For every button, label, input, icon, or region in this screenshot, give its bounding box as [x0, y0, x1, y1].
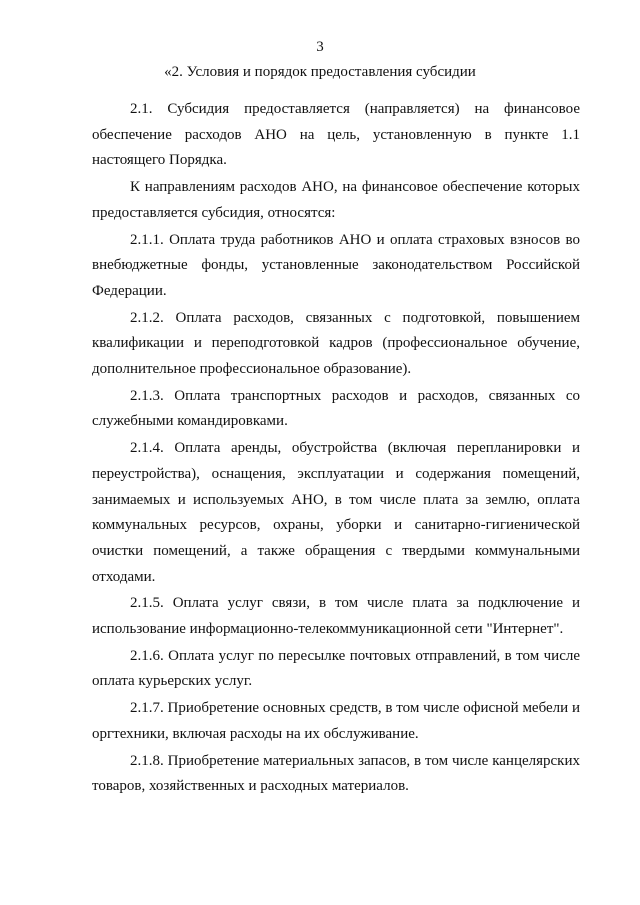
paragraph-2-1-6: 2.1.6. Оплата услуг по пересылке почтовых отправлений, в том числе оплата курьерских услуг. — [92, 647, 580, 690]
paragraph-expense-directions: К направлениям расходов АНО, на финансовое обеспечение которых предоставляется субсидия, относятся: — [92, 179, 580, 221]
paragraph-2-1-1: 2.1.1. Оплата труда работников АНО и оплата страховых взносов во внебюджетные фонды, установленные законодательством Российской Федерации. — [92, 231, 580, 299]
paragraph-2-1-4: 2.1.4. Оплата аренды, обустройства (включая перепланировки и переустройства), оснащения, эксплуатации и содержания помещений, занимаемых и используемых АНО, в том числе плата за землю, оплата коммунальных ресурсов, охраны, уборки и санитарно-гигиенической очистки помещений, а также обращения с твердыми коммунальными отходами. — [92, 440, 580, 585]
paragraph-2-1-5: 2.1.5. Оплата услуг связи, в том числе плата за подключение и использование информационно-телекоммуникационной сети "Интернет". — [92, 595, 580, 638]
paragraph-2-1: 2.1. Субсидия предоставляется (направляется) на финансовое обеспечение расходов АНО на цель, установленную в пункте 1.1 настоящего Порядка. — [92, 101, 580, 169]
page-number: 3 — [316, 39, 324, 55]
paragraph-2-1-2: 2.1.2. Оплата расходов, связанных с подготовкой, повышением квалификации и переподготовкой кадров (профессиональное обучение, дополнительное профессиональное образование). — [92, 309, 580, 378]
paragraph-2-1-3: 2.1.3. Оплата транспортных расходов и расходов, связанных со служебными командировками. — [92, 387, 580, 430]
section-body — [92, 97, 580, 801]
paragraph-2-1-8: 2.1.8. Приобретение материальных запасов, в том числе канцелярских товаров, хозяйственных и расходных материалов. — [92, 752, 580, 795]
section-heading: «2. Условия и порядок предоставления субсидии — [164, 64, 476, 80]
paragraph-2-1-7: 2.1.7. Приобретение основных средств, в том числе офисной мебели и оргтехники, включая расходы на их обслуживание. — [92, 700, 580, 742]
